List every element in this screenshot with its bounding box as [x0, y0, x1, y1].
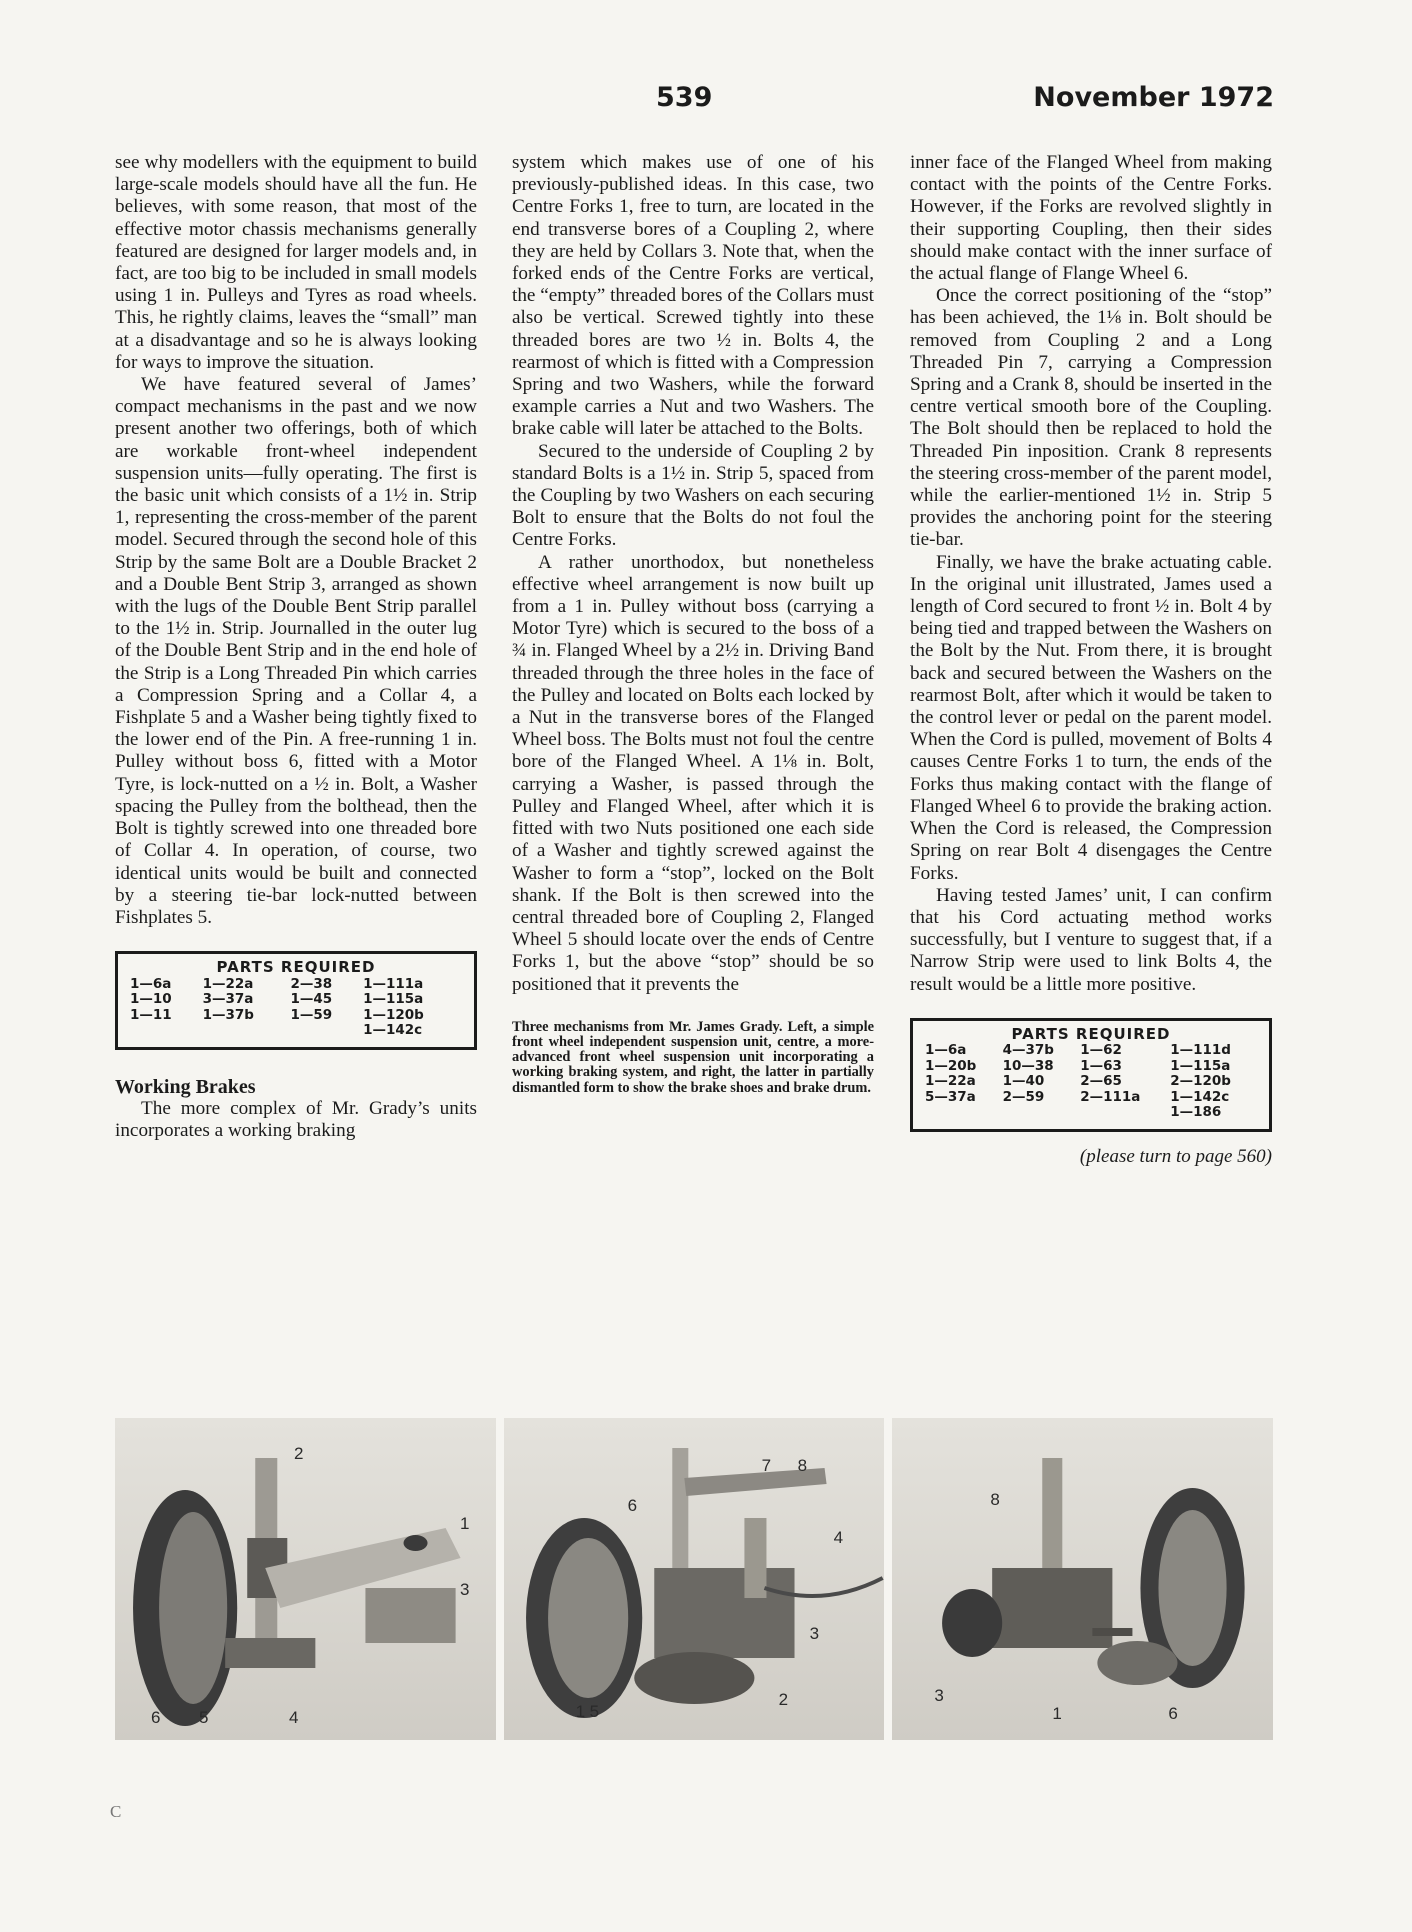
- issue-date: November 1972: [1033, 82, 1274, 113]
- table-row: [923, 1090, 1259, 1106]
- photo-braking-suspension-unit: [504, 1418, 885, 1740]
- part-cell: 1—59: [290, 1006, 333, 1023]
- page-number: 539: [656, 82, 713, 113]
- part-cell: 2—111a: [1080, 1088, 1141, 1105]
- photo-label: 1: [460, 1514, 470, 1533]
- part-cell: 1—111d: [1170, 1042, 1231, 1059]
- part-cell: 1—11: [130, 1006, 172, 1023]
- part-cell: 1—142c: [1170, 1088, 1230, 1105]
- part-cell: 1—40: [1002, 1073, 1045, 1090]
- page-header: [0, 82, 1412, 122]
- part-cell: 2—59: [1002, 1088, 1045, 1105]
- mechanism-illustration: [504, 1418, 885, 1740]
- photo-label: 1: [1052, 1704, 1062, 1723]
- part-cell: [128, 1023, 201, 1039]
- parts-required-box: [910, 1018, 1272, 1132]
- photo-label: 5: [589, 1702, 600, 1721]
- paragraph: Secured to the underside of Coupling 2 by standard Bolts is a 1½ in. Strip 5, spaced from the Coupling by two Washers on each securing Bolt to ensure that the Bolts do not foul the Centre Forks.: [512, 440, 874, 551]
- part-cell: 3—37a: [202, 991, 254, 1008]
- table-row: [923, 1059, 1259, 1075]
- photo-label: 4: [289, 1708, 299, 1727]
- article-column-1: [115, 152, 477, 1142]
- part-cell: 1—45: [290, 991, 333, 1008]
- photo-label: 6: [151, 1708, 161, 1727]
- part-cell: 4—37b: [1002, 1042, 1054, 1059]
- photo-label: 1: [575, 1702, 586, 1721]
- photo-caption: Three mechanisms from Mr. James Grady. Left, a simple front wheel independent suspension unit, centre, a more-advanced front wheel suspension unit incorporating a working braking system, and right, the latter in partially dismantled form to show the brake shoes and brake drum.: [512, 1018, 874, 1096]
- photo-strip: [115, 1418, 1273, 1740]
- part-cell: 1—10: [130, 991, 172, 1008]
- photo-dismantled-unit: [892, 1418, 1273, 1740]
- parts-title: PARTS REQUIRED: [216, 958, 376, 977]
- part-cell: 1—63: [1080, 1057, 1122, 1074]
- table-row: [923, 1043, 1259, 1059]
- continuation-note: (please turn to page 560): [1079, 1145, 1272, 1167]
- part-cell: [201, 1023, 289, 1039]
- part-cell: 1—115a: [1170, 1057, 1231, 1074]
- paragraph: We have featured several of James’ compact mechanisms in the past and we now present another two offerings, both of which are workable front-wheel independent suspension units—fully operating. The first is the basic unit which consists of a 1½ in. Strip 1, representing the cross-member of the parent model. Secured through the second hole of this Strip by the same Bolt are a Double Bracket 2 and a Double Bent Strip 3, arranged as shown with the lugs of the Double Bent Strip parallel to the 1½ in. Strip. Journalled in the outer lug of the Double Bent Strip and in the end hole of the Strip is a Long Threaded Pin which carries a Compression Spring and a Collar 4, a Fishplate 5 and a Washer being tightly fixed to the lower end of the Pin. A free-running 1 in. Pulley without boss 6, fitted with a Motor Tyre, is lock-nutted on a ½ in. Bolt, a Washer spacing the Pulley from the bolthead, then the Bolt is tightly screwed into one threaded bore of Collar 4. In operation, of course, two identical units would be built and connected by a steering tie-bar lock-nutted between Fishplates 5.: [115, 374, 477, 928]
- table-row: [128, 1008, 464, 1024]
- footer-mark: C: [110, 1802, 122, 1821]
- photo-label: 5: [199, 1708, 209, 1727]
- article-column-3: [910, 152, 1272, 1168]
- photo-label: 3: [809, 1624, 820, 1643]
- mechanism-illustration: [892, 1418, 1273, 1740]
- part-cell: [1001, 1105, 1079, 1121]
- photo-simple-suspension-unit: [115, 1418, 496, 1740]
- photo-label: 2: [778, 1690, 789, 1709]
- part-cell: 1—120b: [363, 1006, 424, 1023]
- photo-label: 6: [1168, 1704, 1178, 1723]
- photo-label: 4: [833, 1528, 844, 1547]
- article-column-2: [512, 152, 874, 1096]
- part-cell: 1—22a: [925, 1073, 976, 1090]
- photo-label: 3: [460, 1580, 470, 1599]
- parts-table: [128, 977, 464, 1039]
- photo-label: 8: [990, 1490, 1000, 1509]
- part-cell: 1—37b: [202, 1006, 254, 1023]
- part-cell: 1—20b: [925, 1057, 977, 1074]
- table-row: [923, 1074, 1259, 1090]
- table-row: [128, 992, 464, 1008]
- part-cell: 2—38: [290, 975, 333, 992]
- paragraph: see why modellers with the equipment to build large-scale models should have all the fun. He believes, with some reason, that most of the effective motor chassis mechanisms generally featured are designed for larger models and, in fact, are too big to be included in small models using 1 in. Pulleys and Tyres as road wheels. This, he rightly claims, leaves the “small” man at a disadvantage and so he is always looking for ways to improve the situation.: [115, 152, 477, 373]
- table-row: [128, 1023, 464, 1039]
- part-cell: 2—120b: [1170, 1073, 1231, 1090]
- photo-label: 3: [934, 1686, 944, 1705]
- paragraph: A rather unorthodox, but nonetheless effective wheel arrangement is now built up from a 1 in. Pulley without boss (carrying a Motor Tyre) which is secured to the boss of a ¾ in. Flanged Wheel by a 2½ in. Driving Band threaded through the three holes in the face of the Pulley and located on Bolts each locked by a Nut in the transverse bores of the Flanged Wheel boss. The Bolts must not foul the centre bore of the Flanged Wheel. A 1⅛ in. Bolt, carrying a Washer, is passed through the Pulley and Flanged Wheel, after which it is fitted with two Nuts positioned one each side of a Washer and tightly screwed against the Washer to form a “stop”, locked on the Bolt shank. If the Bolt is then screwed into the central threaded bore of Coupling 2, Flanged Wheel 5 should locate over the ends of Centre Forks 1, but the above “stop” should be so positioned that it prevents the: [512, 551, 874, 995]
- part-cell: 2—65: [1080, 1073, 1122, 1090]
- paragraph: system which makes use of one of his previously-published ideas. In this case, two Centre Forks 1, free to turn, are located in the end transverse bores of a Coupling 2, where they are held by Collars 3. Note that, when the forked ends of the Centre Forks are vertical, the “empty” threaded bores of the Collars must also be vertical. Screwed tightly into these threaded bores are two ½ in. Bolts 4, the rearmost of which is fitted with a Compression Spring and two Washers, while the forward example carries a Nut and two Washers. The brake cable will later be attached to the Bolts.: [512, 152, 874, 440]
- photo-label: 7: [761, 1456, 772, 1475]
- parts-title: PARTS REQUIRED: [1011, 1024, 1171, 1043]
- photo-label: 6: [627, 1496, 638, 1515]
- paragraph: Once the correct positioning of the “stop” has been achieved, the 1⅛ in. Bolt should be removed from Coupling 2 and a Long Threaded Pin 7, carrying a Compression Spring and a Crank 8, should be inserted in the centre vertical smooth bore of the Coupling. The Bolt should then be replaced to hold the Threaded Pin inposition. Crank 8 represents the steering cross-member of the parent model, while the earlier-mentioned 1½ in. Strip 5 provides the anchoring point for the steering tie-bar.: [910, 285, 1272, 551]
- paragraph: The more complex of Mr. Grady’s units incorporates a working braking: [115, 1097, 477, 1141]
- table-row: [128, 977, 464, 993]
- part-cell: 1—186: [1170, 1104, 1222, 1121]
- part-cell: 1—142c: [363, 1022, 423, 1039]
- photo-label: 2: [294, 1444, 304, 1463]
- part-cell: [289, 1023, 362, 1039]
- part-cell: 1—111a: [363, 975, 424, 992]
- part-cell: 1—6a: [130, 975, 172, 992]
- parts-required-box: [115, 951, 477, 1050]
- section-heading: Working Brakes: [115, 1075, 256, 1098]
- part-cell: 5—37a: [925, 1088, 976, 1105]
- paragraph: Having tested James’ unit, I can confirm that his Cord actuating method works successfully, but I venture to suggest that, if a Narrow Strip were used to link Bolts 4, the result would be a little more positive.: [910, 884, 1272, 995]
- part-cell: 1—115a: [363, 991, 424, 1008]
- table-row: [923, 1105, 1259, 1121]
- paragraph: Finally, we have the brake actuating cable. In the original unit illustrated, James used a length of Cord secured to front ½ in. Bolt 4 by being tied and trapped between the Washers on the Bolt by the Nut. From there, it is brought back and secured between the Washers on the rearmost Bolt, after which it would be taken to the control lever or pedal on the parent model. When the Cord is pulled, movement of Bolts 4 causes Centre Forks 1 to turn, the ends of the Forks thus making contact with the flange of Flanged Wheel 6 to provide the braking action. When the Cord is released, the Compression Spring on rear Bolt 4 disengages the Centre Forks.: [910, 551, 1272, 884]
- parts-table: [923, 1043, 1259, 1121]
- paragraph: inner face of the Flanged Wheel from making contact with the points of the Centre Forks. However, if the Forks are revolved slightly in their supporting Coupling, then their sides should make contact with the inner surface of the actual flange of Flange Wheel 6.: [910, 152, 1272, 285]
- part-cell: [1078, 1105, 1168, 1121]
- part-cell: 1—6a: [925, 1042, 967, 1059]
- photo-label: 8: [797, 1456, 808, 1475]
- part-cell: 1—62: [1080, 1042, 1122, 1059]
- part-cell: 10—38: [1002, 1057, 1054, 1074]
- mechanism-illustration: [115, 1418, 496, 1740]
- part-cell: [923, 1105, 1001, 1121]
- part-cell: 1—22a: [202, 975, 254, 992]
